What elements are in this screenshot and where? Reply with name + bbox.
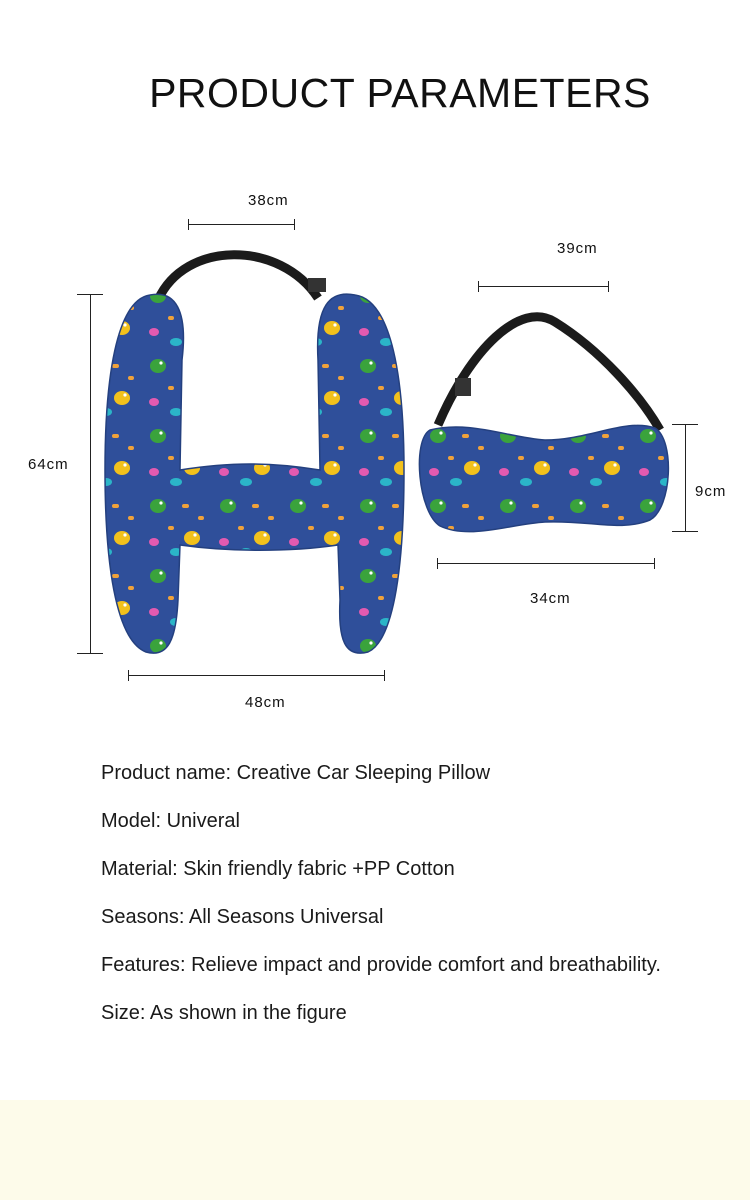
param-material: Material: Skin friendly fabric +PP Cotton bbox=[101, 858, 455, 880]
neck-strap-buckle bbox=[455, 378, 471, 396]
h-pillow-bottom-width-line bbox=[128, 675, 385, 676]
page-title: PRODUCT PARAMETERS bbox=[149, 70, 651, 116]
neck-pillow-height-label: 9cm bbox=[695, 483, 727, 500]
param-size: Size: As shown in the figure bbox=[101, 1002, 347, 1024]
dim-tick bbox=[654, 558, 655, 569]
h-pillow-bottom-width-label: 48cm bbox=[245, 694, 286, 711]
neck-pillow-strap-width-label: 39cm bbox=[557, 240, 598, 257]
dim-tick bbox=[672, 424, 698, 425]
dim-tick bbox=[77, 294, 103, 295]
dim-tick bbox=[188, 219, 189, 230]
dim-tick bbox=[77, 653, 103, 654]
dim-tick bbox=[128, 670, 129, 681]
dim-tick bbox=[672, 531, 698, 532]
param-product-name: Product name: Creative Car Sleeping Pillow bbox=[101, 762, 491, 784]
param-features: Features: Relieve impact and provide comfort and breathability. bbox=[101, 954, 661, 976]
h-pillow-top-width-line bbox=[188, 224, 295, 225]
parameter-list bbox=[101, 758, 661, 1046]
dim-tick bbox=[478, 281, 479, 292]
dim-tick bbox=[384, 670, 385, 681]
neck-pillow-strap-width-line bbox=[478, 286, 609, 287]
param-seasons: Seasons: All Seasons Universal bbox=[101, 906, 384, 928]
h-pillow-strap bbox=[158, 255, 318, 300]
neck-pillow-strap bbox=[438, 317, 660, 430]
dim-tick bbox=[294, 219, 295, 230]
h-pillow-height-label: 64cm bbox=[28, 456, 69, 473]
neck-pillow-width-line bbox=[437, 563, 655, 564]
dim-tick bbox=[608, 281, 609, 292]
neck-pillow-height-line bbox=[685, 424, 686, 532]
dim-tick bbox=[437, 558, 438, 569]
h-pillow-body bbox=[105, 294, 404, 653]
bottom-band bbox=[0, 1100, 750, 1200]
neck-pillow-width-label: 34cm bbox=[530, 590, 571, 607]
h-pillow-height-line bbox=[90, 294, 91, 654]
strap-buckle bbox=[308, 278, 326, 292]
neck-pillow-body bbox=[419, 425, 668, 531]
param-model: Model: Univeral bbox=[101, 810, 240, 832]
h-pillow-top-width-label: 38cm bbox=[248, 192, 289, 209]
